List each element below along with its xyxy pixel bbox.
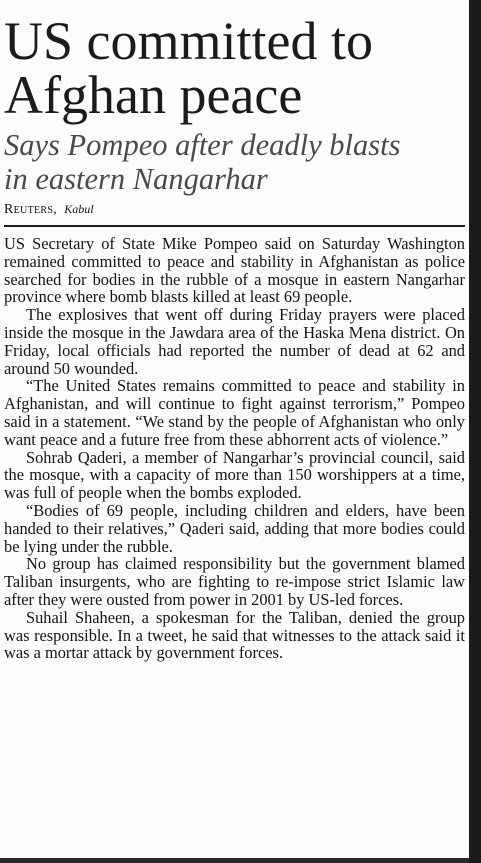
headline-line-2: Afghan peace xyxy=(4,65,303,125)
headline xyxy=(4,11,465,125)
article-paragraph-2: The explosives that went off during Friday prayers were placed inside the mosque in the Jawdara area of the Haska Mena district. On Friday, local officials had reported the number of dead at 62 and around 50 wounded. xyxy=(4,305,465,378)
article-paragraph-4: Sohrab Qaderi, a member of Nangarhar’s provincial council, said the mosque, with a capacity of more than 150 worshippers at a time, was full of people when the bombs exploded. xyxy=(4,447,465,503)
subheadline-line-2: in eastern Nangarhar xyxy=(4,162,268,196)
article-paragraph-3: “The United States remains committed to peace and stability in Afghanistan, and will continue to fight against terrorism,” Pompeo said in a statement. “We stand by the people of Afghanistan who only want peace and a future free from these abhorrent acts of violence.” xyxy=(4,376,465,449)
article-paragraph-7: Suhail Shaheen, a spokesman for the Taliban, denied the group was responsible. In a tweet, he said that witnesses to the attack said it was a mortar attack by government forces. xyxy=(4,607,465,663)
article-body xyxy=(4,235,465,662)
article-paragraph-5: “Bodies of 69 people, including children and elders, have been handed to their relatives,” Qaderi said, adding that more bodies could be lying under the rubble. xyxy=(4,500,465,556)
article xyxy=(4,11,465,663)
headline-line-1: US committed to xyxy=(4,11,373,71)
byline-agency: Reuters, xyxy=(4,202,58,217)
subheadline xyxy=(4,128,465,196)
article-paragraph-1: US Secretary of State Mike Pompeo said on Saturday Washington remained committed to peace and stability in Afghanistan as police searched for bodies in the rubble of a mosque in eastern Nangarhar province where bomb blasts killed at least 69 people. xyxy=(4,234,465,307)
byline xyxy=(4,201,465,227)
article-paragraph-6: No group has claimed responsibility but the government blamed Taliban insurgents, who are fighting to re-impose strict Islamic law after they were ousted from power in 2001 by US-led forces. xyxy=(4,554,465,609)
subheadline-line-1: Says Pompeo after deadly blasts xyxy=(4,128,401,162)
column-edge-rule xyxy=(469,0,481,863)
byline-dateline: Kabul xyxy=(64,202,94,216)
bottom-rule xyxy=(0,858,469,863)
